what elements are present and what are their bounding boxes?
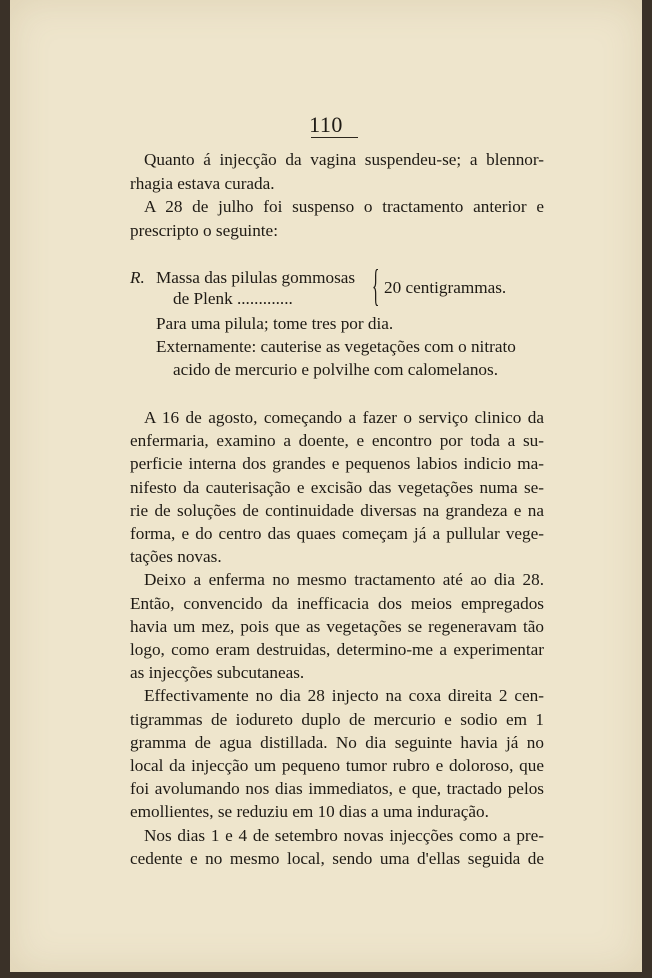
page-number: 110 [309, 112, 343, 137]
text-line: enfermaria, examino a doente, e encontro por toda a su- [130, 431, 544, 451]
prescription-item-line-2: de Plenk ............. [173, 289, 293, 308]
body-block [130, 406, 544, 870]
text-line: logo, como eram destruidas, determino-me a experimentar [130, 640, 544, 660]
header-rule [311, 137, 358, 138]
text-line: Quanto á injecção da vagina suspendeu-se; a blennor- [144, 150, 544, 169]
text-line: cedente e no mesmo local, sendo uma d'ellas seguida de [130, 848, 544, 868]
prescription-line: acido de mercurio e polvilhe com calomelanos. [173, 360, 499, 379]
text-line: gramma de agua distillada. No dia seguinte havia já no [130, 732, 544, 752]
prescription-dose: 20 centigrammas. [384, 278, 507, 297]
text-line: as injecções subcutaneas. [130, 663, 305, 683]
text-line: foi avolumando nos dias immediatos, e que, tractado pelos [130, 779, 544, 799]
prescription-line: Externamente: cauterise as vegetações com o nitrato [156, 337, 516, 356]
text-line: A 28 de julho foi suspenso o tractamento anterior e [144, 197, 544, 216]
rx-mark: R. [130, 268, 145, 287]
intro-block [130, 148, 544, 242]
text-line: Deixo a enferma no mesmo tractamento até ao dia 28. [144, 570, 544, 590]
text-line: forma, e do centro das quaes começam já a pullular vege- [130, 524, 544, 544]
prescription-item-line-1: Massa das pilulas gommosas [156, 268, 356, 287]
text-line: Então, convencido da inefficacia dos meios empregados [130, 593, 544, 613]
text-line: rie de soluções de continuidade diversas na grandeza e na [130, 500, 544, 520]
text-line: Nos dias 1 e 4 de setembro novas injecções como a pre- [144, 825, 544, 845]
brace: { [372, 261, 380, 310]
text-line: rhagia estava curada. [130, 173, 275, 193]
text-line: local da injecção um pequeno tumor rubro e doloroso, que [130, 756, 544, 776]
text-line: Effectivamente no dia 28 injecto na coxa direita 2 cen- [144, 686, 544, 706]
text-line: prescripto o seguinte: [130, 220, 278, 240]
text-line: emollientes, se reduziu em 10 dias a uma induração. [130, 802, 489, 822]
prescription-line: Para uma pilula; tome tres por dia. [156, 314, 394, 333]
text-line: tações novas. [130, 547, 222, 567]
book-page [10, 0, 642, 972]
text-line: havia um mez, pois que as vegetações se regeneravam tão [130, 616, 544, 636]
text-line: tigrammas de iodureto duplo de mercurio e sodio em 1 [130, 709, 544, 729]
text-line: perficie interna dos grandes e pequenos labios indicio ma- [130, 454, 544, 474]
text-line: nifesto da cauterisação e excisão das vegetações numa se- [130, 477, 544, 497]
text-line: A 16 de agosto, começando a fazer o serviço clinico da [144, 408, 544, 427]
